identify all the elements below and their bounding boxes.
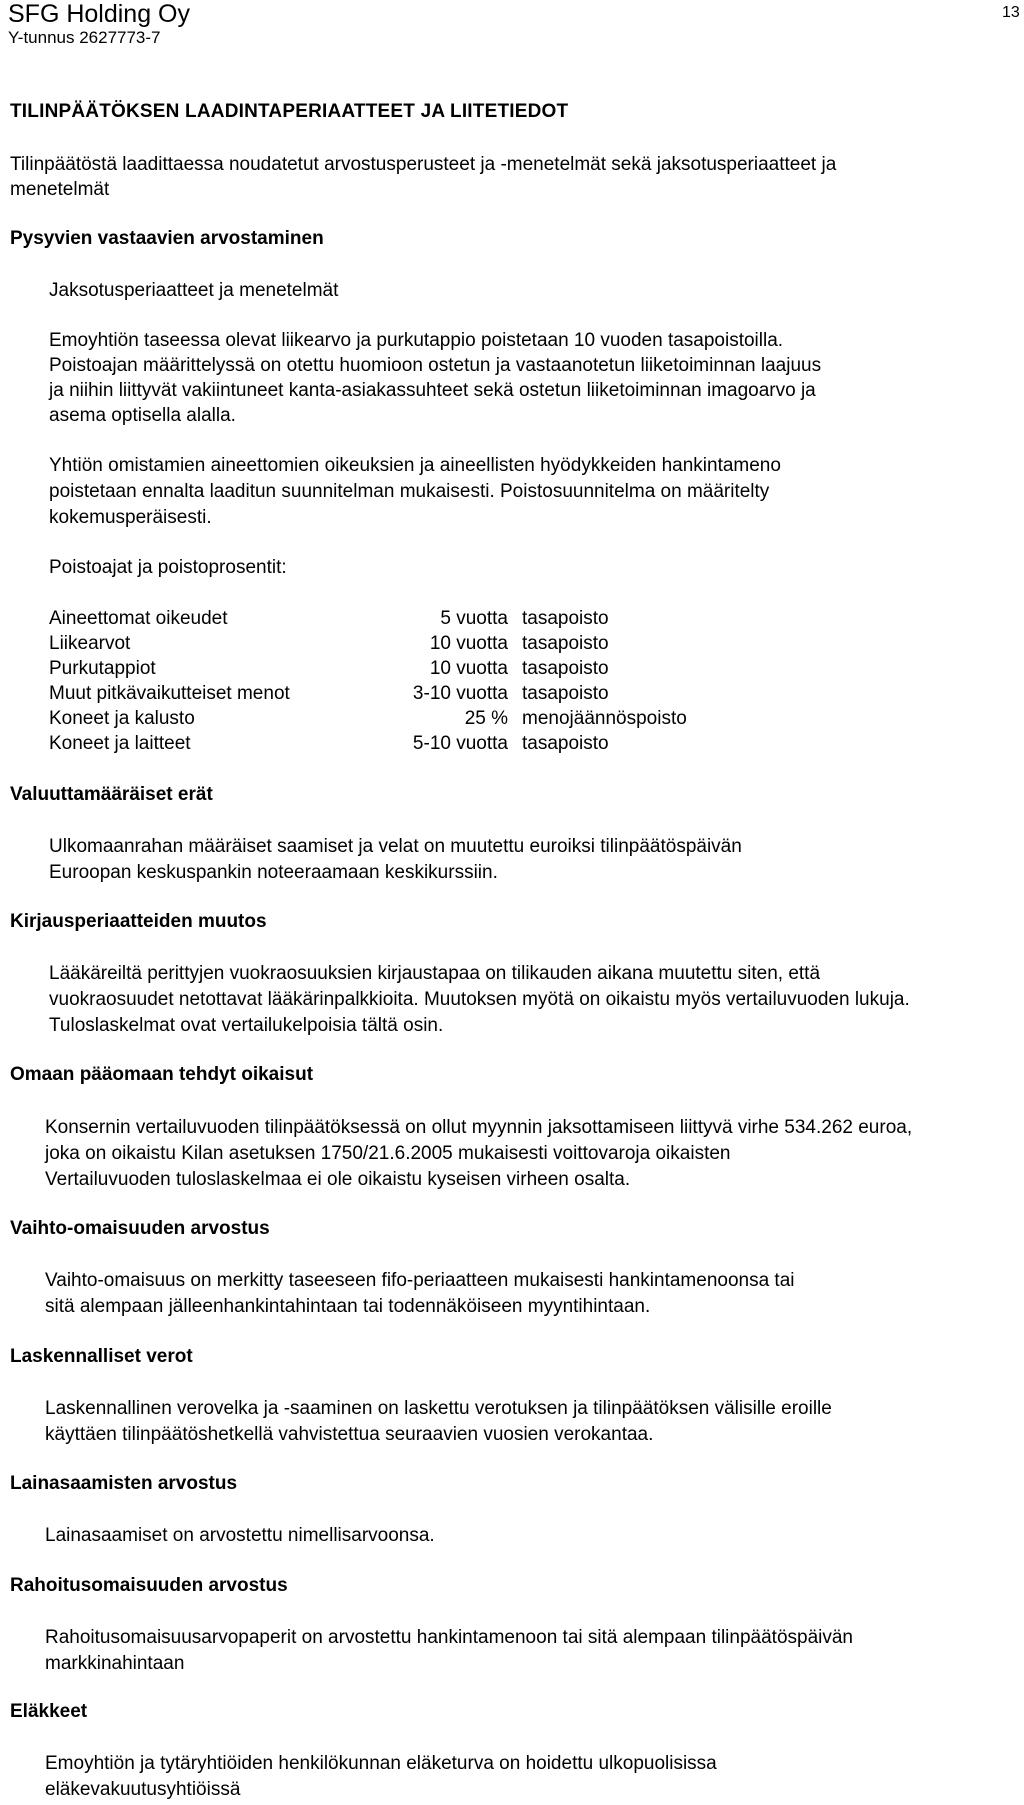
depreciation-period: 10 vuotta: [429, 658, 508, 679]
business-id: Y-tunnus 2627773-7: [8, 28, 161, 47]
section-heading-inventory: Vaihto-omaisuuden arvostus: [10, 1218, 270, 1239]
section-heading-currency: Valuuttamääräiset erät: [10, 784, 213, 805]
paragraph-line: asema optisella alalla.: [49, 405, 236, 426]
table-row: [0, 658, 508, 682]
paragraph-line: Laskennallinen verovelka ja -saaminen on laskettu verotuksen ja tilinpäätöksen välisille eroille: [45, 1398, 832, 1419]
asset-class: Koneet ja laitteet: [49, 733, 191, 754]
paragraph-line: Emoyhtiön ja tytäryhtiöiden henkilökunnan eläketurva on hoidettu ulkopuolisissa: [45, 1753, 717, 1774]
paragraph-line: käyttäen tilinpäätöshetkellä vahvistettua seuraavien vuosien verokantaa.: [45, 1424, 654, 1445]
table-row: [0, 608, 508, 632]
asset-class: Koneet ja kalusto: [49, 708, 195, 729]
section-heading-financial-assets: Rahoitusomaisuuden arvostus: [10, 1575, 288, 1596]
paragraph-line: Euroopan keskuspankin noteeraamaan keskikurssiin.: [49, 862, 498, 883]
depreciation-method: tasapoisto: [522, 608, 609, 629]
section-heading-equity-corrections: Omaan pääomaan tehdyt oikaisut: [10, 1064, 314, 1085]
table-row: [0, 733, 508, 757]
depreciation-period: 10 vuotta: [429, 633, 508, 654]
paragraph-line: Yhtiön omistamien aineettomien oikeuksien ja aineellisten hyödykkeiden hankintameno: [49, 455, 781, 476]
intro-line: Tilinpäätöstä laadittaessa noudatetut arvostusperusteet ja -menetelmät sekä jaksotusperiaatteet ja: [10, 154, 837, 175]
depreciation-period: 25 %: [464, 708, 508, 729]
intro-line: menetelmät: [10, 179, 110, 200]
section-heading-fixed-assets: Pysyvien vastaavien arvostaminen: [10, 228, 324, 249]
section-heading-pensions: Eläkkeet: [10, 1701, 88, 1722]
paragraph-line: joka on oikaistu Kilan asetuksen 1750/21.6.2005 mukaisesti voittovaroja oikaisten: [45, 1143, 731, 1164]
company-name: SFG Holding Oy: [8, 0, 191, 28]
depreciation-table-intro: Poistoajat ja poistoprosentit:: [49, 557, 287, 578]
depreciation-method: tasapoisto: [522, 683, 609, 704]
paragraph-line: Tuloslaskelmat ovat vertailukelpoisia tältä osin.: [49, 1015, 444, 1036]
depreciation-method: tasapoisto: [522, 733, 609, 754]
subheading-accrual-principles: Jaksotusperiaatteet ja menetelmät: [49, 280, 339, 301]
depreciation-method: tasapoisto: [522, 633, 609, 654]
section-heading-deferred-taxes: Laskennalliset verot: [10, 1346, 193, 1367]
table-row: [0, 633, 508, 657]
paragraph-line: Lääkäreiltä perittyjen vuokraosuuksien kirjaustapaa on tilikauden aikana muutettu siten, että: [49, 963, 821, 984]
depreciation-method: menojäännöspoisto: [522, 708, 687, 729]
depreciation-method: tasapoisto: [522, 658, 609, 679]
asset-class: Liikearvot: [49, 633, 131, 654]
paragraph-line: markkinahintaan: [45, 1653, 185, 1674]
paragraph-line: Konsernin vertailuvuoden tilinpäätöksessä on ollut myynnin jaksottamiseen liittyvä virhe 534.262 euroa,: [45, 1117, 913, 1138]
paragraph-line: sitä alempaan jälleenhankintahintaan tai todennäköiseen myyntihintaan.: [45, 1296, 651, 1317]
table-row: [0, 683, 508, 707]
paragraph-line: vuokraosuudet netottavat lääkärinpalkkioita. Muutoksen myötä on oikaistu myös vertailuvuoden lukuja.: [49, 989, 910, 1010]
paragraph-line: Poistoajan määrittelyssä on otettu huomioon ostetun ja vastaanotetun liiketoiminnan laajuus: [49, 355, 822, 376]
section-heading-accounting-change: Kirjausperiaatteiden muutos: [10, 911, 267, 932]
paragraph-line: ja niihin liittyvät vakiintuneet kanta-asiakassuhteet sekä ostetun liiketoiminnan imagoarvo ja: [49, 380, 816, 401]
paragraph-line: Emoyhtiön taseessa olevat liikearvo ja purkutappio poistetaan 10 vuoden tasapoistoilla.: [49, 330, 784, 351]
page-title: TILINPÄÄTÖKSEN LAADINTAPERIAATTEET JA LIITETIEDOT: [10, 101, 569, 122]
table-row: [0, 708, 508, 732]
paragraph-line: Vaihto-omaisuus on merkitty taseeseen fifo-periaatteen mukaisesti hankintamenoonsa tai: [45, 1270, 795, 1291]
paragraph-line: Ulkomaanrahan määräiset saamiset ja velat on muutettu euroiksi tilinpäätöspäivän: [49, 836, 742, 857]
depreciation-period: 5-10 vuotta: [412, 733, 508, 754]
depreciation-period: 5 vuotta: [440, 608, 508, 629]
section-heading-loans: Lainasaamisten arvostus: [10, 1473, 238, 1494]
paragraph-line: kokemusperäisesti.: [49, 507, 212, 528]
paragraph-line: poistetaan ennalta laaditun suunnitelman mukaisesti. Poistosuunnitelma on määritelty: [49, 481, 770, 502]
asset-class: Purkutappiot: [49, 658, 156, 679]
asset-class: Aineettomat oikeudet: [49, 608, 228, 629]
asset-class: Muut pitkävaikutteiset menot: [49, 683, 290, 704]
paragraph-line: eläkevakuutusyhtiöissä: [45, 1779, 241, 1800]
paragraph-line: Lainasaamiset on arvostettu nimellisarvoonsa.: [45, 1525, 435, 1546]
page-number: 13: [1002, 4, 1020, 21]
paragraph-line: Vertailuvuoden tuloslaskelmaa ei ole oikaistu kyseisen virheen osalta.: [45, 1169, 631, 1190]
depreciation-period: 3-10 vuotta: [412, 683, 508, 704]
paragraph-line: Rahoitusomaisuusarvopaperit on arvostettu hankintamenoon tai sitä alempaan tilinpäätöspäivän: [45, 1627, 854, 1648]
